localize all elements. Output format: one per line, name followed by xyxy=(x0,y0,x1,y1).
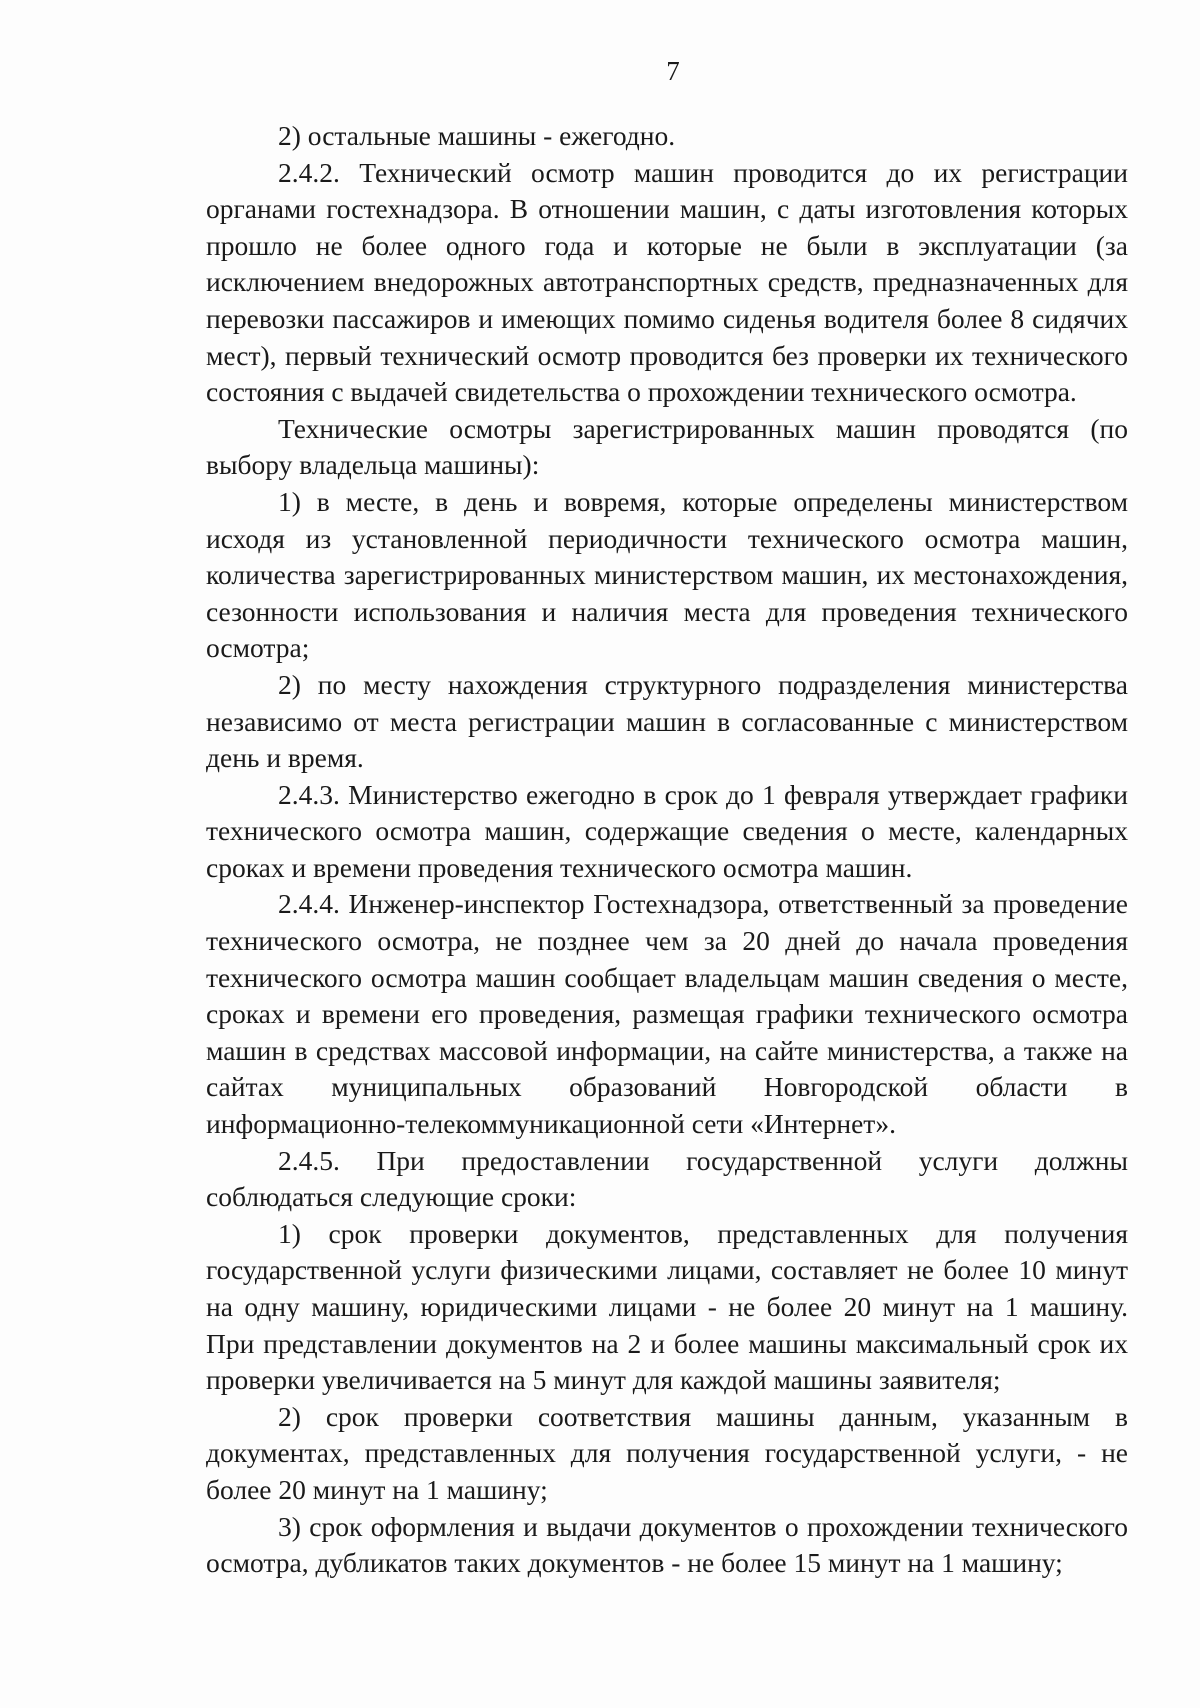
paragraph: Технические осмотры зарегистрированных машин проводятся (по выбору владельца машины): xyxy=(206,412,1128,481)
paragraph: 2.4.4. Инженер-инспектор Гостехнадзора, ответственный за проведение технического осмотра, не позднее чем за 20 дней до начала проведения технического осмотра машин сообщает владельцам машин сведения о месте, сроках и времени его проведения, размещая графики технического осмотра машин в средствах массовой информации, на сайте министерства, а также на сайтах муниципальных образований Новгородской области в информационно-телекоммуникационной сети «Интернет». xyxy=(206,888,1128,1140)
paragraph: 1) срок проверки документов, представленных для получения государственной услуги физическими лицами, составляет не более 10 минут на одну машину, юридическими лицами - не более 20 минут на 1 машину. При представлении документов на 2 и более машины максимальный срок их проверки увеличивается на 5 минут для каждой машины заявителя; xyxy=(206,1217,1128,1396)
paragraph: 2) срок проверки соответствия машины данным, указанным в документах, представленных для получения государственной услуги, - не более 20 минут на 1 машину; xyxy=(206,1400,1128,1505)
document-body xyxy=(206,118,1128,1582)
paragraph: 2.4.3. Министерство ежегодно в срок до 1 февраля утверждает графики технического осмотра машин, содержащие сведения о месте, календарных сроках и времени проведения технического осмотра машин. xyxy=(206,778,1128,883)
paragraph: 2) остальные машины - ежегодно. xyxy=(278,120,676,151)
paragraph: 1) в месте, в день и вовремя, которые определены министерством исходя из установленной периодичности технического осмотра машин, количества зарегистрированных министерством машин, их местонахождения, сезонности использования и наличия места для проведения технического осмотра; xyxy=(206,485,1128,664)
paragraph: 2) по месту нахождения структурного подразделения министерства независимо от места регистрации машин в согласованные с министерством день и время. xyxy=(206,668,1128,774)
paragraph: 2.4.5. При предоставлении государственной услуги должны соблюдаться следующие сроки: xyxy=(206,1144,1128,1213)
paragraph: 3) срок оформления и выдачи документов о прохождении технического осмотра, дубликатов таких документов - не более 15 минут на 1 машину; xyxy=(206,1510,1128,1579)
paragraph: 2.4.2. Технический осмотр машин проводится до их регистрации органами гостехнадзора. В отношении машин, с даты изготовления которых прошло не более одного года и которые не были в эксплуатации (за исключением внедорожных автотранспортных средств, предназначенных для перевозки пассажиров и имеющих помимо сиденья водителя более 8 сидячих мест), первый технический осмотр проводится без проверки их технического состояния с выдачей свидетельства о прохождении технического осмотра. xyxy=(206,156,1128,408)
page-number: 7 xyxy=(666,56,680,86)
